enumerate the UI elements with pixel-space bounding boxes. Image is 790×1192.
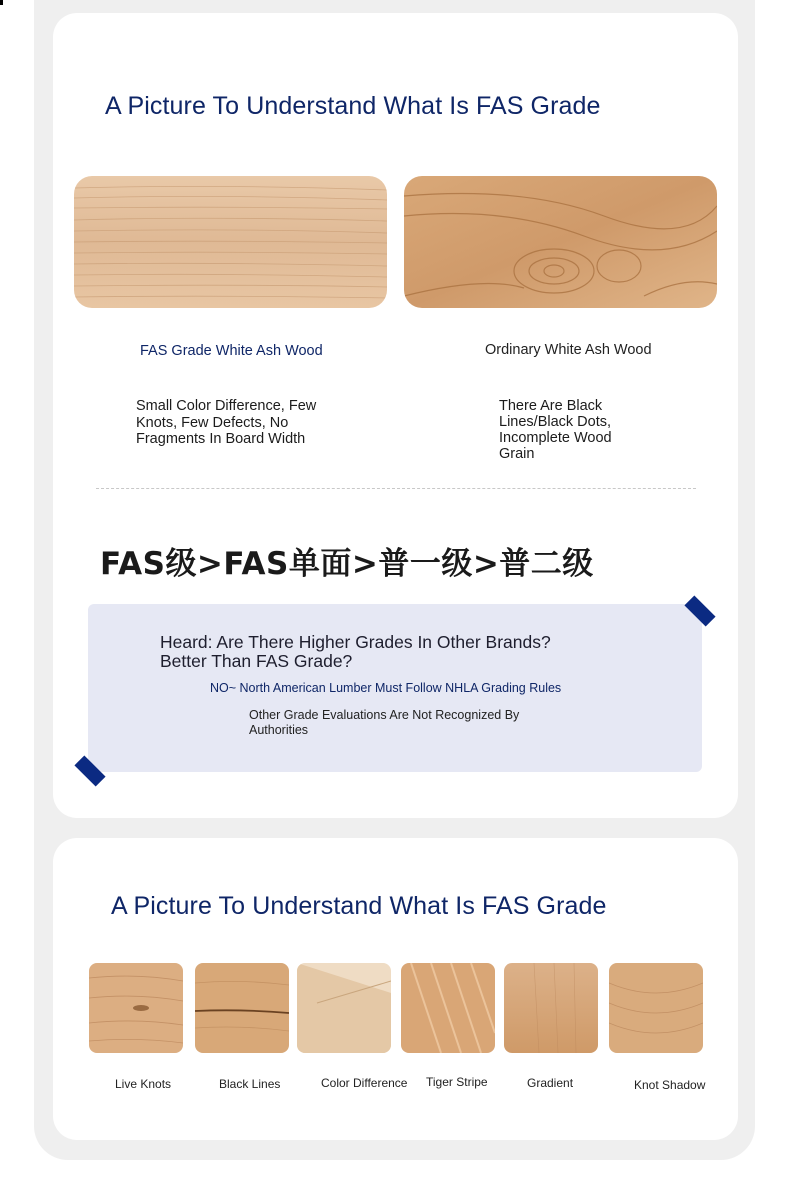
corner-mark: [0, 0, 3, 5]
section-title: A Picture To Understand What Is FAS Grade: [111, 892, 607, 920]
fas-grade-description: Small Color Difference, Few Knots, Few Defects, No Fragments In Board Width: [136, 398, 317, 447]
fas-grade-wood-image: [74, 176, 387, 308]
note-detail: Other Grade Evaluations Are Not Recognized By Authorities: [249, 708, 520, 737]
defect-label: Black Lines: [219, 1077, 281, 1091]
divider: [96, 488, 696, 489]
section-title: A Picture To Understand What Is FAS Grade: [105, 92, 601, 120]
ordinary-wood-image: [404, 176, 717, 308]
defect-label: Live Knots: [115, 1077, 172, 1091]
ordinary-grade-description: There Are Black Lines/Black Dots, Incomplete Wood Grain: [499, 398, 612, 462]
ordinary-grade-label: Ordinary White Ash Wood: [485, 342, 652, 358]
tiger-stripe-image: [401, 963, 495, 1053]
note-question: Heard: Are There Higher Grades In Other Brands? Better Than FAS Grade?: [160, 632, 551, 671]
grade-order-heading: FAS级>FAS单面>普一级>普二级: [100, 546, 594, 582]
gradient-image: [504, 963, 598, 1053]
fas-grade-label: FAS Grade White Ash Wood: [140, 343, 323, 359]
note-answer: NO~ North American Lumber Must Follow NHLA Grading Rules: [210, 681, 562, 695]
knot-shadow-image: [609, 963, 703, 1053]
defect-label: Gradient: [527, 1076, 574, 1090]
color-difference-image: [297, 963, 391, 1053]
live-knots-image: [89, 963, 183, 1053]
defect-label: Knot Shadow: [634, 1078, 706, 1092]
black-lines-image: [195, 963, 289, 1053]
defect-label: Color Difference: [321, 1076, 408, 1090]
defect-label: Tiger Stripe: [426, 1075, 488, 1089]
